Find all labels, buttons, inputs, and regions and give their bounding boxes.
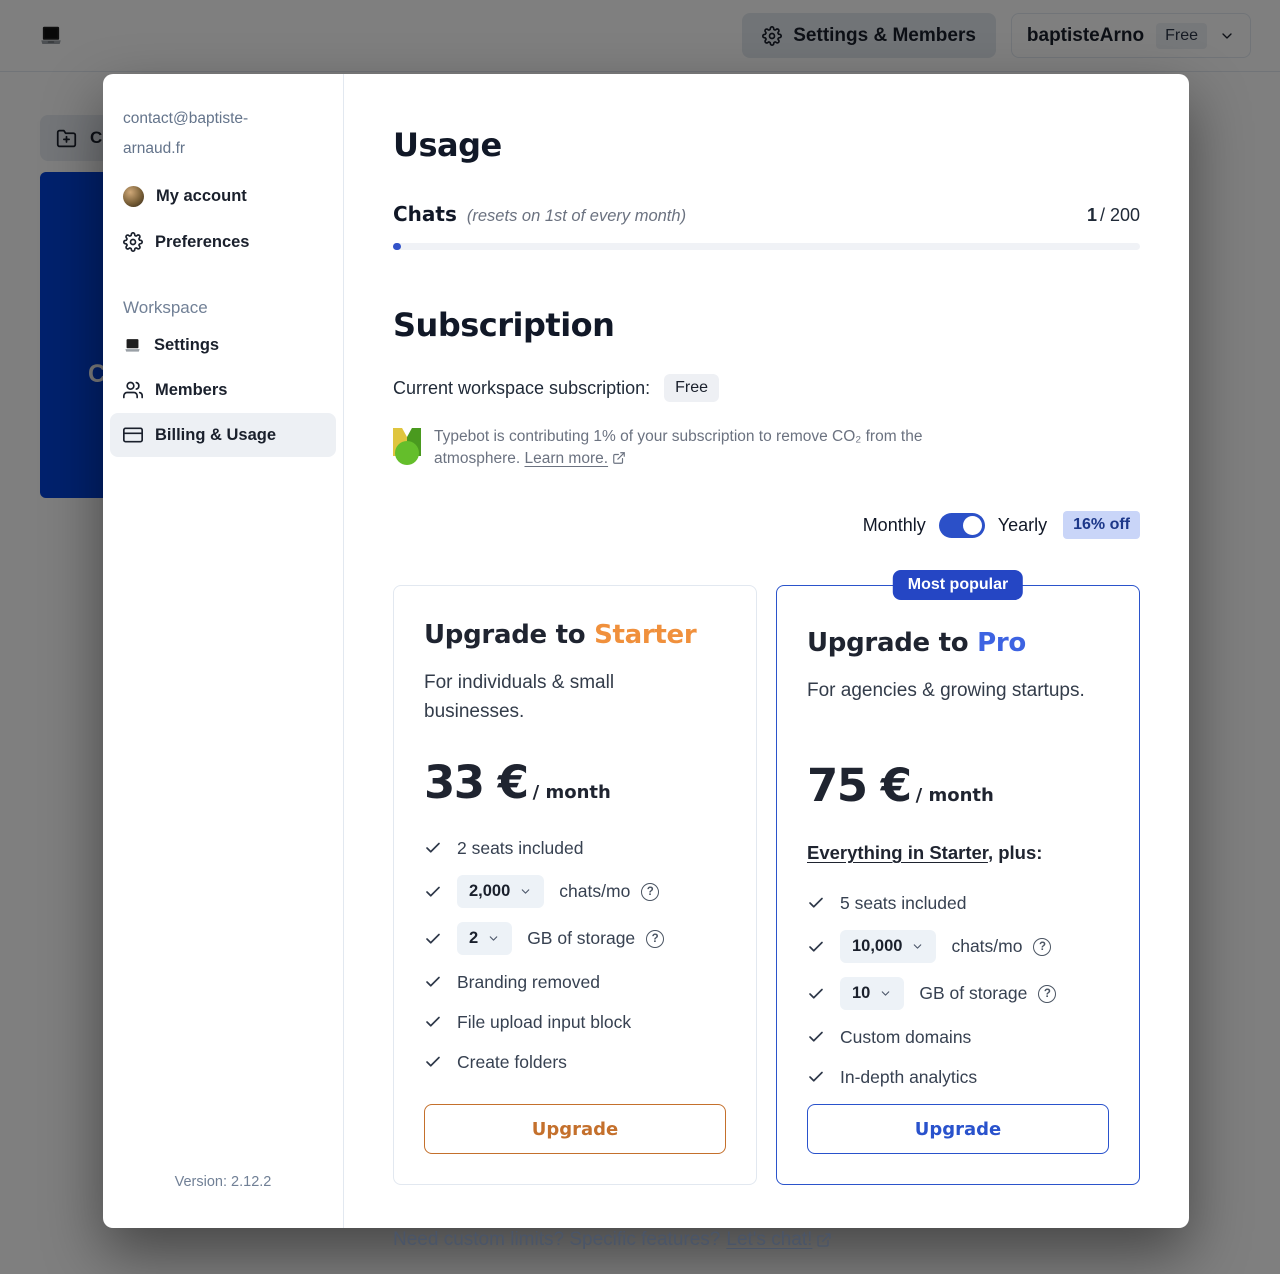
settings-modal [103, 74, 1189, 1250]
feature-row: 10 GB of storage ? [807, 977, 1109, 1010]
help-icon[interactable]: ? [646, 930, 664, 948]
learn-more-link[interactable]: Learn more. [524, 449, 609, 467]
chats-usage-row [393, 202, 1140, 226]
chats-used: 1 [1086, 205, 1097, 225]
feature-row: 5 seats included [807, 890, 1109, 916]
external-link-icon [816, 1232, 832, 1248]
feature-row: 2,000 chats/mo ? [424, 875, 726, 908]
feature-row: 2 GB of storage ? [424, 922, 726, 955]
chats-label: Chats [393, 202, 457, 226]
check-icon [807, 894, 825, 912]
starter-price: 33 € / month [424, 756, 611, 809]
workspace-section-label: Workspace [123, 298, 208, 317]
billing-period-row [393, 511, 1140, 539]
check-icon [424, 1053, 442, 1071]
monthly-label: Monthly [862, 514, 926, 535]
starter-chats-limit-dropdown[interactable]: 2,000 [457, 875, 544, 908]
chats-count [1087, 205, 1140, 226]
check-icon [424, 930, 442, 948]
feature-row: 2 seats included [424, 835, 726, 861]
chats-reset-note: (resets on 1st of every month) [466, 207, 687, 225]
chevron-down-icon [911, 940, 924, 953]
feature-row: In-depth analytics [807, 1064, 1109, 1090]
custom-limits-text: Need custom limits? Specific features? [393, 1229, 721, 1250]
feature-row: 10,000 chats/mo ? [807, 930, 1109, 963]
yearly-label: Yearly [997, 514, 1048, 535]
pro-plan-title: Upgrade to Pro [807, 628, 1026, 658]
gear-icon [123, 232, 143, 252]
pro-plan-name: Pro [977, 628, 1026, 658]
check-icon [424, 973, 442, 991]
usage-title: Usage [393, 126, 502, 164]
chats-total: / 200 [1099, 205, 1140, 225]
help-icon[interactable]: ? [1033, 938, 1051, 956]
starter-plan-name: Starter [594, 620, 697, 650]
starter-features [424, 835, 726, 1089]
check-icon [424, 1013, 442, 1031]
most-popular-badge: Most popular [893, 570, 1023, 600]
billing-panel [344, 74, 1189, 1250]
chats-progress-fill [393, 243, 401, 250]
pro-storage-limit-dropdown[interactable]: 10 [840, 977, 904, 1010]
sidebar-item-preferences[interactable] [103, 220, 343, 264]
feature-row: Branding removed [424, 969, 726, 995]
billing-period-toggle[interactable] [939, 513, 985, 538]
climate-note [393, 426, 1140, 469]
pro-features [807, 890, 1109, 1104]
feature-row: Custom domains [807, 1024, 1109, 1050]
custom-limits-footer [393, 1229, 1140, 1251]
upgrade-starter-button[interactable]: Upgrade [424, 1104, 726, 1154]
starter-plan-title: Upgrade to Starter [424, 620, 697, 650]
current-plan-badge: Free [664, 374, 719, 402]
billing-label: Billing & Usage [155, 425, 277, 444]
credit-card-icon [123, 425, 143, 445]
laptop-icon [123, 336, 142, 355]
chevron-down-icon [879, 987, 892, 1000]
chats-progress-bar [393, 243, 1140, 250]
account-email: contact@baptiste-arnaud.fr [123, 110, 249, 157]
pro-chats-limit-dropdown[interactable]: 10,000 [840, 930, 936, 963]
chevron-down-icon [519, 885, 532, 898]
check-icon [424, 883, 442, 901]
starter-storage-limit-dropdown[interactable]: 2 [457, 922, 512, 955]
upgrade-pro-button[interactable]: Upgrade [807, 1104, 1109, 1154]
help-icon[interactable]: ? [641, 883, 659, 901]
preferences-label: Preferences [155, 232, 250, 251]
sidebar-item-my-account[interactable] [103, 174, 343, 219]
sidebar-item-members[interactable] [103, 368, 343, 412]
version-label: Version: 2.12.2 [174, 1174, 272, 1190]
sidebar-item-settings[interactable] [103, 324, 343, 367]
feature-row: File upload input block [424, 1009, 726, 1035]
feature-row: Create folders [424, 1049, 726, 1075]
climate-leaf-icon [393, 428, 421, 456]
check-icon [807, 938, 825, 956]
help-icon[interactable]: ? [1038, 985, 1056, 1003]
pro-plan-description: For agencies & growing startups. [807, 680, 1085, 701]
my-account-label: My account [156, 187, 247, 205]
sidebar-item-billing[interactable] [110, 413, 336, 457]
check-icon [807, 985, 825, 1003]
check-icon [807, 1068, 825, 1086]
climate-text: Typebot is contributing 1% of your subscription to remove CO₂ from the atmosphere. Learn more. [434, 428, 923, 467]
users-icon [123, 380, 143, 400]
toggle-knob [963, 516, 982, 535]
members-label: Members [155, 380, 228, 399]
pro-plan-card [776, 576, 1140, 1185]
check-icon [424, 839, 442, 857]
chevron-down-icon [487, 932, 500, 945]
starter-plan-card [393, 585, 757, 1185]
check-icon [807, 1028, 825, 1046]
current-subscription-label: Current workspace subscription: [393, 377, 651, 398]
lets-chat-link[interactable]: Let's chat! [726, 1229, 813, 1250]
pro-price: 75 € / month [807, 759, 994, 812]
user-avatar [123, 186, 144, 207]
modal-sidebar [103, 74, 344, 1228]
external-link-icon [612, 451, 626, 465]
subscription-title: Subscription [393, 306, 615, 344]
plan-cards [393, 576, 1140, 1185]
settings-label: Settings [154, 336, 220, 354]
starter-plan-description: For individuals & small businesses. [424, 672, 615, 722]
current-subscription-row [393, 374, 1140, 402]
discount-badge: 16% off [1063, 511, 1140, 539]
pro-includes-line: Everything in Starter, plus: [807, 842, 1043, 863]
